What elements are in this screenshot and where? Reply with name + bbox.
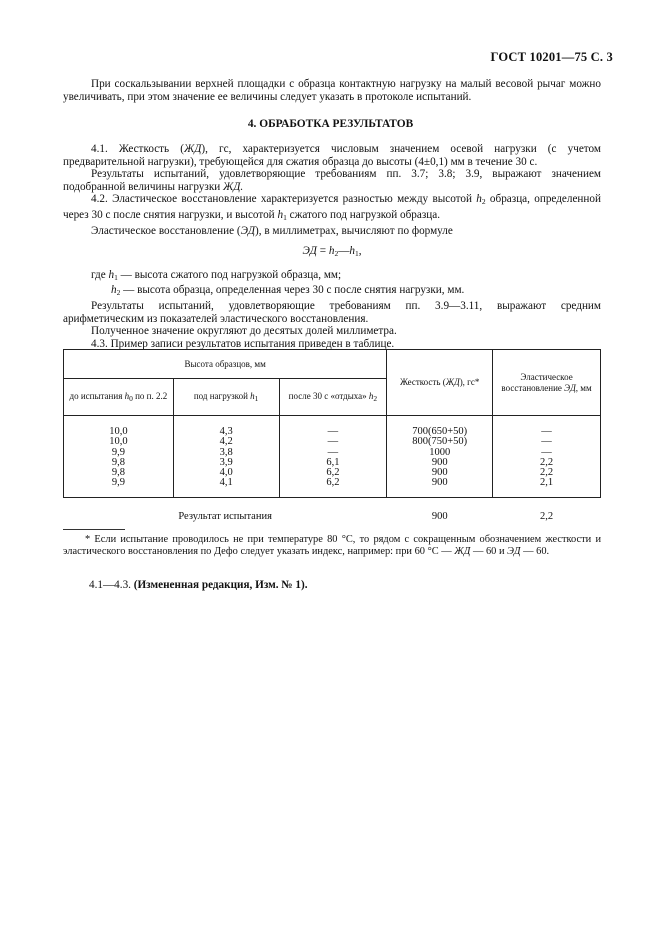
table-row: 9,8 4,0 6,2 900 2,2 — [64, 468, 601, 478]
results-table — [63, 349, 601, 522]
paragraph-average: Результаты испытаний, удовлетворяющие требованиям пп. 3.9—3.11, выражают средним арифметическим из показателей эластического восстановления. — [63, 299, 601, 325]
result-row — [64, 497, 601, 522]
stiffness-header: Жесткость (ЖД), гс* — [387, 350, 493, 416]
footnote: * Если испытание проводилось не при температуре 80 °С, то рядом с сокращенным обозначением жесткости и эластического восстановления по Дефо следует указать индекс, например: при 60 °С — ЖД — 60 и ЭД — 60. — [63, 534, 601, 558]
amendment-note: 4.1—4.3. (Измененная редакция, Изм. № 1). — [89, 579, 308, 591]
table-row: 10,0 4,2 — 800(750+50) — — [64, 437, 601, 447]
elastic-header: Эластическое восстановление ЭД, мм — [493, 350, 601, 416]
intro-paragraph: При соскальзывании верхней площадки с образца контактную нагрузку на малый весовой рычаг можно увеличивать, при этом значение ее величины следует указать в протоколе испытаний. — [63, 78, 601, 103]
paragraph-4-1: 4.1. Жесткость (ЖД), гс, характеризуется числовым значением осевой нагрузки (с учетом предварительной нагрузки), требующейся для сжатия образца до высоты (4±0,1) мм в течение 30 с. — [63, 143, 601, 168]
paragraph-rounding: Полученное значение округляют до десятых долей миллиметра. — [91, 325, 397, 338]
table-row: 9,9 3,8 — 1000 — — [64, 448, 601, 458]
paragraph-4-3: 4.3. Пример записи результатов испытания приведен в таблице. — [91, 337, 395, 350]
table-row: 9,9 4,1 6,2 900 2,1 — [64, 478, 601, 497]
formula: ЭД = $h_2—h_1$, — [302, 245, 362, 259]
result-stiffness: 900 — [431, 510, 448, 522]
before-test-header: до испытания $h_0$ по п. 2.2 — [64, 379, 174, 416]
after-rest-header: после 30 с «отдыха» $h_2$ — [279, 379, 387, 416]
paragraph-results: Результаты испытаний, удовлетворяющие требованиям пп. 3.7; 3.8; 3.9, выражают значением подобранной величины нагрузки ЖД. — [63, 168, 601, 193]
paragraph-formula-intro: Эластическое восстановление (ЭД), в миллиметрах, вычисляют по формуле — [91, 224, 453, 237]
section-title: 4. ОБРАБОТКА РЕЗУЛЬТАТОВ — [247, 118, 414, 130]
result-label: Результат испытания — [178, 510, 272, 522]
section-body — [63, 143, 601, 350]
footnote-divider — [63, 529, 125, 530]
table-row: 9,8 3,9 6,1 900 2,2 — [64, 458, 601, 468]
page-header: ГОСТ 10201—75 С. 3 — [490, 50, 613, 64]
where-h1: где $h_1$ — высота сжатого под нагрузкой образца, мм; — [91, 268, 342, 282]
paragraph-4-2: 4.2. Эластическое восстановление характеризуется разностью между высотой $h_2$ образца, определенной через 30 с после снятия нагрузки, и высотой $h_1$ сжатого под нагрузкой образца. — [63, 193, 601, 222]
table-row: 10,0 4,3 — 700(650+50) — — [64, 416, 601, 438]
under-load-header: под нагрузкой $h_1$ — [173, 379, 279, 416]
where-h2: $h_2$ — высота образца, определенная через 30 с после снятия нагрузки, мм. — [111, 284, 465, 298]
result-elastic: 2,2 — [539, 510, 554, 522]
height-group-header: Высота образцов, мм — [64, 350, 387, 379]
